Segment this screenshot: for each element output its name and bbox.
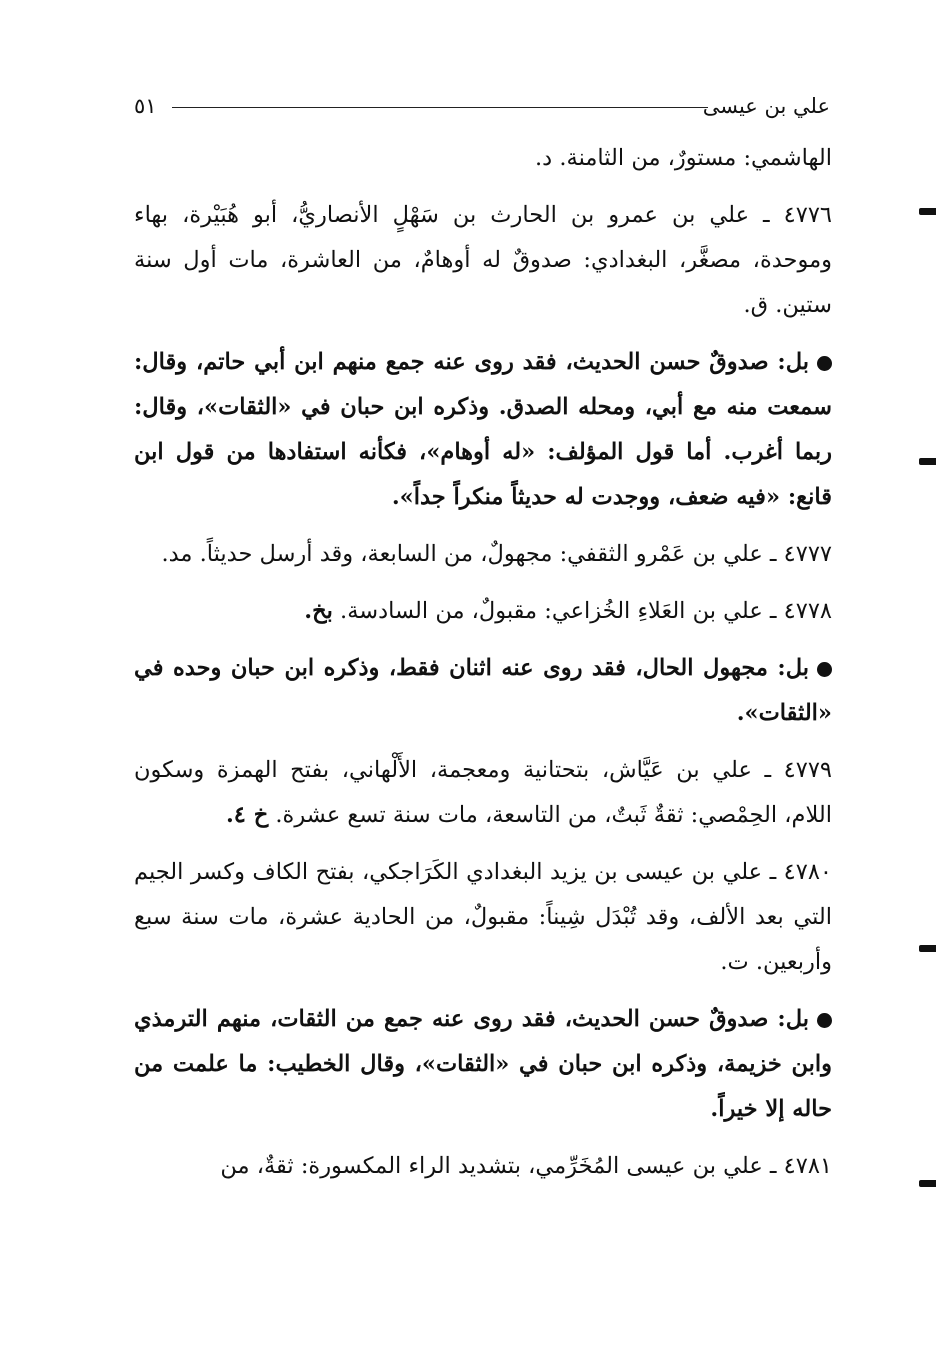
entry-paragraph bbox=[134, 532, 832, 577]
paragraph-text: ٤٧٧٨ ـ علي بن العَلاءِ الخُزاعي: مقبولٌ، من السادسة. bbox=[332, 598, 832, 624]
paragraph-text: بل: مجهول الحال، فقد روى عنه اثنان فقط، وذكره ابن حبان وحده في «الثقات». bbox=[134, 655, 832, 726]
bullet-icon bbox=[817, 662, 832, 677]
margin-tab-mark bbox=[919, 208, 936, 215]
entry-paragraph bbox=[134, 193, 832, 328]
margin-tab-mark bbox=[919, 458, 936, 465]
running-head: علي بن عيسى bbox=[702, 94, 830, 118]
page-number: ٥١ bbox=[134, 94, 157, 118]
margin-tab-mark bbox=[919, 945, 936, 952]
entry-paragraph bbox=[134, 1144, 832, 1189]
paragraph-text: بل: صدوقٌ حسن الحديث، فقد روى عنه جمع منهم ابن أبي حاتم، وقال: سمعت منه مع أبي، ومحله الصدق. وذكره ابن حبان في «الثقات»، وقال: ربما أغرب. أما قول المؤلف: «له أوهام»، فكأنه استفادها من قول ابن قانع: «فيه ضعف، ووجدت له حديثاً منكراً جداً». bbox=[134, 349, 832, 510]
paragraph-text: ٤٧٧٧ ـ علي بن عَمْرو الثقفي: مجهولٌ، من السابعة، وقد أرسل حديثاً. مد. bbox=[161, 541, 832, 567]
paragraph-text: ٤٧٧٩ ـ علي بن عَيَّاش، بتحتانية ومعجمة، الأَلْهاني، بفتح الهمزة وسكون اللام، الحِمْصي: ثقةٌ ثَبتٌ، من التاسعة، مات سنة تسع عشرة. bbox=[134, 757, 832, 828]
paragraph-text: بل: صدوقٌ حسن الحديث، فقد روى عنه جمع من الثقات، منهم الترمذي وابن خزيمة، وذكره ابن حبان في «الثقات»، وقال الخطيب: ما علمت من حاله إلا خيراً. bbox=[134, 1006, 832, 1122]
commentary-paragraph bbox=[134, 340, 832, 520]
paragraph-text: بخ. bbox=[304, 598, 333, 624]
bullet-icon bbox=[817, 1013, 832, 1028]
commentary-paragraph bbox=[134, 997, 832, 1132]
bullet-icon bbox=[817, 356, 832, 371]
commentary-paragraph bbox=[134, 646, 832, 736]
paragraph-text: ٤٧٨١ ـ علي بن عيسى المُخَرِّمي، بتشديد الراء المكسورة: ثقةٌ، من bbox=[220, 1153, 832, 1179]
page-body bbox=[134, 136, 832, 1189]
page-header bbox=[134, 88, 830, 124]
margin-tab-mark bbox=[919, 1180, 936, 1187]
paragraph-text: الهاشمي: مستورٌ، من الثامنة. د. bbox=[535, 145, 832, 171]
paragraph-text: ٤٧٧٦ ـ علي بن عمرو بن الحارث بن سَهْلٍ الأنصاريُّ، أبو هُبَيْرة، بهاء وموحدة، مصغَّر، البغدادي: صدوقٌ له أوهامٌ، من العاشرة، مات أول سنة ستين. ق. bbox=[134, 202, 832, 318]
entry-paragraph bbox=[134, 748, 832, 838]
paragraph-text: ٤٧٨٠ ـ علي بن عيسى بن يزيد البغدادي الكَرَاجكي، بفتح الكاف وكسر الجيم التي بعد الألف، وقد تُبْدَل شِيناً: مقبولٌ، من الحادية عشرة، مات سنة سبع وأربعين. ت. bbox=[134, 859, 832, 975]
entry-paragraph bbox=[134, 136, 832, 181]
entry-paragraph bbox=[134, 589, 832, 634]
header-rule bbox=[172, 107, 708, 108]
paragraph-text: خ ٤. bbox=[225, 802, 269, 828]
entry-paragraph bbox=[134, 850, 832, 985]
